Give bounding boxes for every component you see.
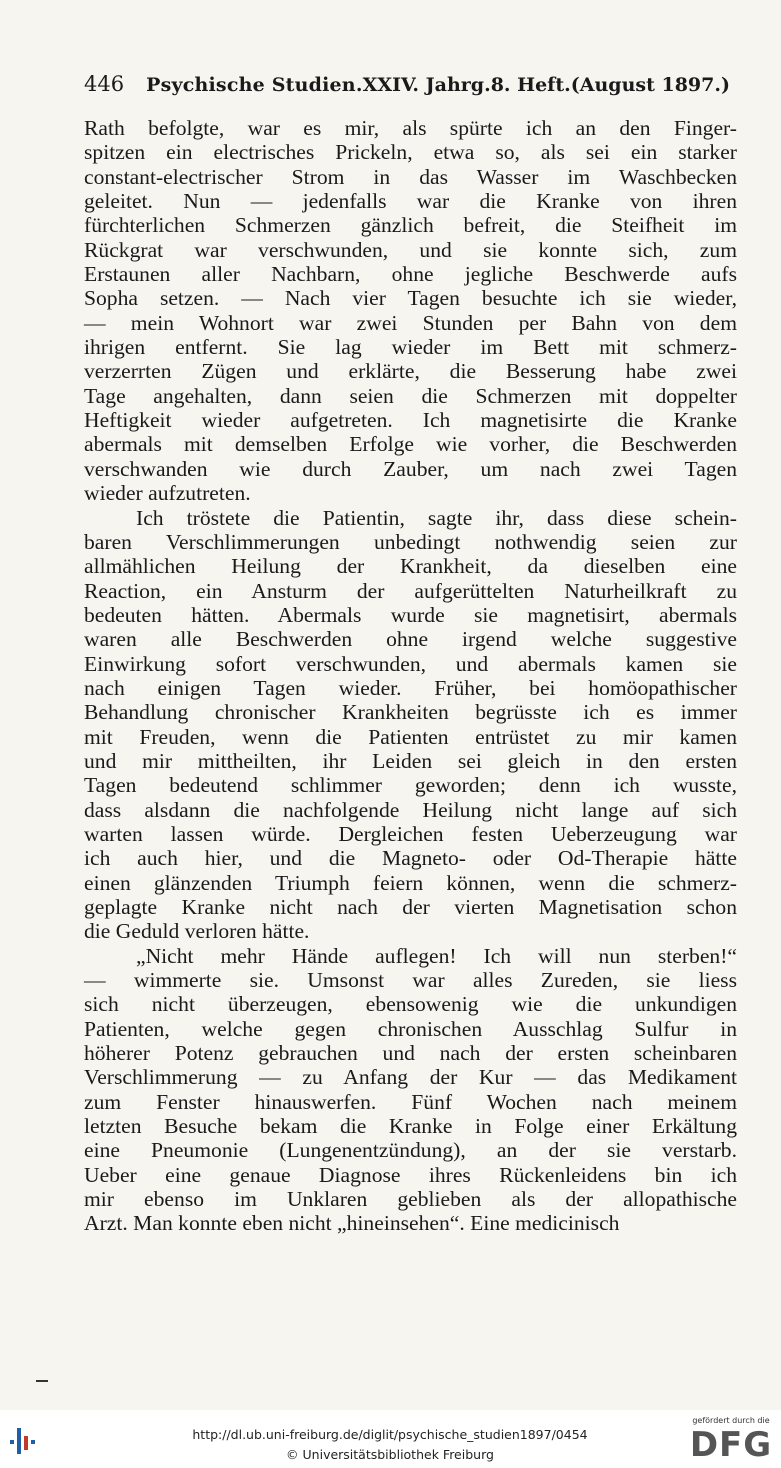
text-line: nach einigen Tagen wieder. Früher, bei homöopathischer [84,675,737,700]
text-line: Erstaunen aller Nachbarn, ohne jegliche Beschwerde aufs [84,262,737,287]
text-line: Patienten, welche gegen chronischen Ausschlag Sulfur in [84,1016,737,1041]
text-line: spitzen ein electrisches Prickeln, etwa so, als sei ein starker [84,140,737,165]
text-line: „Nicht mehr Hände auflegen! Ich will nun sterben!“ [136,943,737,968]
text-line: baren Verschlimmerungen unbedingt nothwendig seien zur [84,529,737,554]
text-line: allmählichen Heilung der Krankheit, da dieselben eine [84,554,737,579]
text-line: Behandlung chronischer Krankheiten begrüsste ich es immer [84,700,737,725]
text-line: fürchterlichen Schmerzen gänzlich befreit, die Steifheit im [84,213,737,238]
text-line: dass alsdann die nachfolgende Heilung nicht lange auf sich [84,797,737,822]
text-line: geplagte Kranke nicht nach der vierten Magnetisation schon [84,895,737,919]
text-line: wieder aufzutreten. [84,481,251,506]
text-line: geleitet. Nun — jedenfalls war die Kranke von ihren [84,189,737,214]
text-line: — mein Wohnort war zwei Stunden per Bahn von dem [84,310,737,335]
journal-date: (August 1897.) [570,74,730,96]
journal-volume: XXIV. Jahrg. [362,74,491,96]
text-line: Arzt. Man konnte eben nicht „hineinsehen“. Eine medicinisch [84,1211,620,1236]
text-line: abermals mit demselben Erfolge wie vorher, die Beschwerden [84,432,737,457]
text-line: waren alle Beschwerden ohne irgend welche suggestive [84,627,737,652]
text-line: mit Freuden, wenn die Patienten entrüstet zu mir kamen [84,724,737,749]
text-line: letzten Besuche bekam die Kranke in Folge einer Erkältung [84,1114,737,1139]
footer-bar [0,1410,781,1468]
text-line: constant-electrischer Strom in das Wasser im Waschbecken [84,164,737,189]
text-line: Ueber eine genaue Diagnose ihres Rückenleidens bin ich [84,1162,737,1187]
text-line: einen glänzenden Triumph feiern können, wenn die schmerz- [84,870,737,895]
text-line: bedeuten hätten. Abermals wurde sie magnetisirt, abermals [84,602,737,627]
text-line: Verschlimmerung — zu Anfang der Kur — das Medikament [84,1065,737,1090]
copyright-notice: © Universitätsbibliothek Freiburg [286,1447,494,1462]
funder-note: gefördert durch die [692,1416,770,1425]
text-line: mir ebenso im Unklaren geblieben als der allopathische [84,1187,737,1212]
text-line: eine Pneumonie (Lungenentzündung), an der sie verstarb. [84,1138,737,1163]
text-line: Sopha setzen. — Nach vier Tagen besuchte ich sie wieder, [84,286,737,311]
text-line: sich nicht überzeugen, ebensowenig wie die unkundigen [84,992,737,1017]
text-line: ich auch hier, und die Magneto- oder Od-Therapie hätte [84,846,737,871]
text-line: die Geduld verloren hätte. [84,919,310,944]
text-line: höherer Potenz gebrauchen und nach der ersten scheinbaren [84,1041,737,1066]
text-line: Einwirkung sofort verschwunden, und abermals kamen sie [84,651,737,676]
text-line: verschwanden wie durch Zauber, um nach zwei Tagen [84,456,737,481]
source-url[interactable]: http://dl.ub.uni-freiburg.de/diglit/psychische_studien1897/0454 [192,1427,588,1442]
text-line: — wimmerte sie. Umsonst war alles Zureden, sie liess [84,968,737,993]
text-line: zum Fenster hinauswerfen. Fünf Wochen nach meinem [84,1089,737,1114]
text-line: ihrigen entfernt. Sie lag wieder im Bett mit schmerz- [84,335,737,360]
text-line: Ich tröstete die Patientin, sagte ihr, dass diese schein- [136,505,737,530]
journal-title: Psychische Studien. [146,74,363,96]
running-header [84,72,730,96]
text-line: und mir mittheilten, ihr Leiden sei gleich in den ersten [84,748,737,773]
text-line: Rückgrat war verschwunden, und sie konnte sich, zum [84,237,737,262]
text-line: Reaction, ein Ansturm der aufgerüttelten Naturheilkraft zu [84,578,737,603]
page-number: 446 [84,72,125,96]
margin-mark [36,1380,48,1382]
text-line: Tagen bedeutend schlimmer geworden; denn ich wusste, [84,773,737,798]
library-logo-icon [8,1424,40,1458]
funder-name: DFG [689,1425,773,1465]
text-line: Tage angehalten, dann seien die Schmerzen mit doppelter [84,383,737,408]
dfg-logo [688,1416,774,1466]
text-line: Rath befolgte, war es mir, als spürte ich an den Finger- [84,116,737,140]
journal-issue: 8. Heft. [490,74,571,96]
text-line: Heftigkeit wieder aufgetreten. Ich magnetisirte die Kranke [84,408,737,433]
body-text [84,116,737,1236]
text-line: verzerrten Zügen und erklärte, die Besserung habe zwei [84,359,737,384]
text-line: warten lassen würde. Dergleichen festen Ueberzeugung war [84,821,737,846]
